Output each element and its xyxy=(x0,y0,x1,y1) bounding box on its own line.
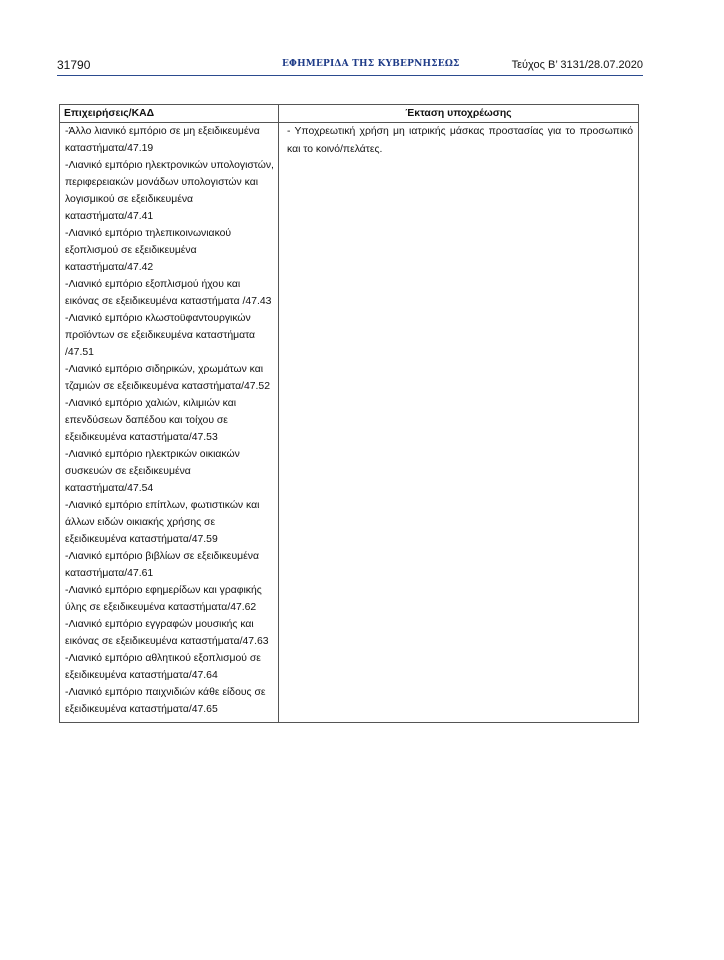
table-row xyxy=(60,123,639,723)
column-header-obligation: Έκταση υποχρέωσης xyxy=(279,105,639,123)
issue-info: Τεύχος Β’ 3131/28.07.2020 xyxy=(511,59,643,71)
list-item: -Λιανικό εμπόριο επίπλων, φωτιστικών και άλλων ειδών οικιακής χρήσης σε εξειδικευμένα καταστήματα/47.59 xyxy=(65,500,260,545)
list-item: -Λιανικό εμπόριο αθλητικού εξοπλισμού σε εξειδικευμένα καταστήματα/47.64 xyxy=(65,653,261,681)
list-item: -Λιανικό εμπόριο παιχνιδιών κάθε είδους σε εξειδικευμένα καταστήματα/47.65 xyxy=(65,687,266,715)
list-item: -Λιανικό εμπόριο κλωστοϋφαντουργικών προϊόντων σε εξειδικευμένα καταστήματα /47.51 xyxy=(65,313,256,358)
header-divider xyxy=(57,75,643,76)
list-item: -Λιανικό εμπόριο ηλεκτρικών οικιακών συσκευών σε εξειδικευμένα καταστήματα/47.54 xyxy=(65,449,240,494)
column-header-businesses: Επιχειρήσεις/ΚΑΔ xyxy=(60,105,279,123)
page-header xyxy=(57,58,643,76)
list-item: -Λιανικό εμπόριο τηλεπικοινωνιακού εξοπλισμού σε εξειδικευμένα καταστήματα/47.42 xyxy=(65,228,232,273)
list-item: -Λιανικό εμπόριο ηλεκτρονικών υπολογιστών, περιφερειακών μονάδων υπολογιστών και λογισμικού σε εξειδικευμένα καταστήματα/47.41 xyxy=(65,160,274,222)
page-number: 31790 xyxy=(57,58,91,72)
business-list-cell xyxy=(60,123,279,723)
list-item: -Λιανικό εμπόριο εφημερίδων και γραφικής ύλης σε εξειδικευμένα καταστήματα/47.62 xyxy=(65,585,262,613)
list-item: -Λιανικό εμπόριο σιδηρικών, χρωμάτων και τζαμιών σε εξειδικευμένα καταστήματα/47.52 xyxy=(65,364,270,392)
obligation-text: - Υποχρεωτική χρήση μη ιατρικής μάσκας προστασίας για το προσωπικό και το κοινό/πελάτες. xyxy=(287,126,633,155)
list-item: -Άλλο λιανικό εμπόριο σε μη εξειδικευμένα καταστήματα/47.19 xyxy=(65,126,260,154)
list-item: -Λιανικό εμπόριο εγγραφών μουσικής και εικόνας σε εξειδικευμένα καταστήματα/47.63 xyxy=(65,619,269,647)
list-item: -Λιανικό εμπόριο βιβλίων σε εξειδικευμένα καταστήματα/47.61 xyxy=(65,551,259,579)
business-obligation-table xyxy=(59,104,639,723)
list-item: -Λιανικό εμπόριο εξοπλισμού ήχου και εικόνας σε εξειδικευμένα καταστήματα /47.43 xyxy=(65,279,272,307)
obligation-cell xyxy=(279,123,639,723)
list-item: -Λιανικό εμπόριο χαλιών, κιλιμιών και επενδύσεων δαπέδου και τοίχου σε εξειδικευμένα καταστήματα/47.53 xyxy=(65,398,237,443)
table-header-row xyxy=(60,105,639,123)
journal-title: ΕΦΗΜΕΡΙΔΑ ΤΗΣ ΚΥΒΕΡΝΗΣΕΩΣ xyxy=(282,59,460,69)
